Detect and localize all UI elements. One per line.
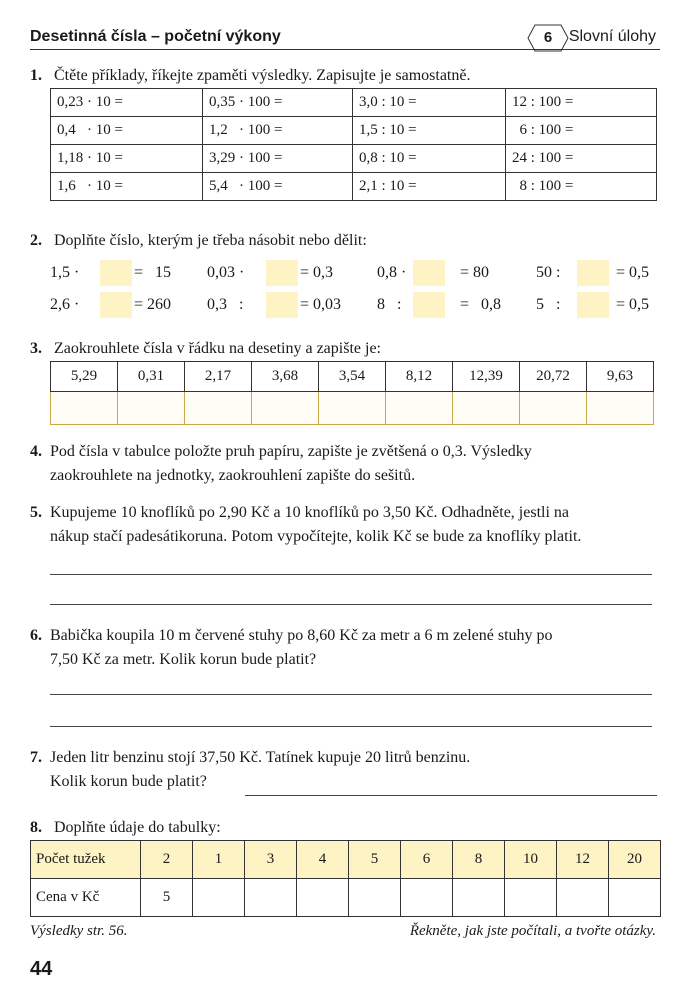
- equation-cell[interactable]: 5,4 · 100 =: [203, 173, 353, 201]
- task-8-table: [30, 840, 661, 917]
- equation-cell[interactable]: 1,18 · 10 =: [51, 145, 203, 173]
- answer-cell[interactable]: [520, 392, 587, 425]
- result-text: = 260: [134, 296, 172, 313]
- pencil-count-cell: 12: [557, 841, 609, 879]
- price-cell[interactable]: [349, 879, 401, 917]
- task-text-line-1: Kupujeme 10 knoflíků po 2,90 Kč a 10 knoflíků po 3,50 Kč. Odhadněte, jestli na: [50, 504, 570, 521]
- task-number: 6.: [30, 627, 42, 644]
- task-1-heading: [30, 64, 470, 88]
- pencil-count-cell: 2: [141, 841, 193, 879]
- answer-cell[interactable]: [319, 392, 386, 425]
- answer-line[interactable]: [50, 574, 652, 575]
- price-cell[interactable]: [245, 879, 297, 917]
- task-5: [30, 501, 581, 549]
- number-cell: 2,17: [185, 362, 252, 392]
- task-text: Zaokrouhlete čísla v řádku na desetiny a zapište je:: [54, 340, 381, 357]
- header-divider: [30, 49, 660, 50]
- equation-cell[interactable]: 1,6 · 10 =: [51, 173, 203, 201]
- price-cell[interactable]: [505, 879, 557, 917]
- answer-cell[interactable]: [386, 392, 453, 425]
- result-text: = 0,5: [616, 296, 650, 313]
- task-number: 7.: [30, 749, 42, 766]
- equation-cell[interactable]: 0,35 · 100 =: [203, 89, 353, 117]
- task-2-row-2: [50, 292, 660, 318]
- section-title: Slovní úlohy: [568, 28, 656, 45]
- task-text-line-1: Babička koupila 10 m červené stuhy po 8,60 Kč za metr a 6 m zelené stuhy po: [50, 627, 553, 644]
- footer-instruction: Řekněte, jak jste počítali, a tvořte otázky.: [409, 923, 656, 939]
- price-cell[interactable]: [193, 879, 245, 917]
- task-text-line-2: nákup stačí padesátikoruna. Potom vypočítejte, kolik Kč se bude za knoflíky platit.: [50, 528, 582, 545]
- equation-cell[interactable]: 0,4 · 10 =: [51, 117, 203, 145]
- task-number: 2.: [30, 232, 42, 249]
- number-cell: 3,54: [319, 362, 386, 392]
- answer-box[interactable]: [266, 292, 298, 318]
- answer-cell[interactable]: [51, 392, 118, 425]
- task-1-table: [50, 88, 657, 201]
- task-3-table: [50, 361, 654, 425]
- answer-cell[interactable]: [587, 392, 654, 425]
- result-text: = 0,3: [300, 264, 334, 281]
- answer-line[interactable]: [50, 726, 652, 727]
- task-text-line-2: Kolik korun bude platit?: [50, 773, 207, 790]
- task-text-line-1: Jeden litr benzinu stojí 37,50 Kč. Tatínek kupuje 20 litrů benzinu.: [50, 749, 471, 766]
- chapter-number: 6: [543, 29, 553, 46]
- task-text: Doplňte údaje do tabulky:: [54, 819, 221, 836]
- number-cell: 12,39: [453, 362, 520, 392]
- row-label: Počet tužek: [31, 841, 141, 879]
- answer-cell[interactable]: [118, 392, 185, 425]
- task-text-line-1: Pod čísla v tabulce položte pruh papíru, zapište je zvětšená o 0,3. Výsledky: [50, 443, 532, 460]
- pencil-count-cell: 4: [297, 841, 349, 879]
- task-8-heading: [30, 816, 221, 840]
- task-text-line-2: zaokrouhlete na jednotky, zaokrouhlení zapište do sešitů.: [50, 467, 416, 484]
- number-cell: 5,29: [51, 362, 118, 392]
- operand-text: 50 :: [536, 264, 561, 281]
- chapter-title: Desetinná čísla – početní výkony: [30, 28, 281, 45]
- number-cell: 20,72: [520, 362, 587, 392]
- price-cell[interactable]: [453, 879, 505, 917]
- answer-box[interactable]: [100, 260, 132, 286]
- price-cell[interactable]: [609, 879, 661, 917]
- answer-box[interactable]: [413, 292, 445, 318]
- answer-line[interactable]: [50, 604, 652, 605]
- result-text: = 0,03: [300, 296, 342, 313]
- operand-text: 0,03 ·: [207, 264, 245, 281]
- answer-box[interactable]: [413, 260, 445, 286]
- task-4: [30, 440, 532, 488]
- equation-cell[interactable]: 3,0 : 10 =: [353, 89, 506, 117]
- equation-cell[interactable]: 1,5 : 10 =: [353, 117, 506, 145]
- task-text: Doplňte číslo, kterým je třeba násobit nebo dělit:: [54, 232, 367, 249]
- task-7: [30, 746, 470, 794]
- table-row: [51, 173, 657, 201]
- table-row: [51, 89, 657, 117]
- task-text-line-2: 7,50 Kč za metr. Kolik korun bude platit?: [50, 651, 317, 668]
- row-label: Cena v Kč: [31, 879, 141, 917]
- pencil-count-cell: 10: [505, 841, 557, 879]
- price-cell[interactable]: [401, 879, 453, 917]
- task-text: Čtěte příklady, říkejte zpaměti výsledky. Zapisujte je samostatně.: [54, 67, 471, 84]
- task-6: [30, 624, 553, 672]
- task-number: 8.: [30, 819, 42, 836]
- pencil-count-cell: 1: [193, 841, 245, 879]
- task-number: 4.: [30, 443, 42, 460]
- answer-box[interactable]: [266, 260, 298, 286]
- page-number: 44: [30, 958, 53, 980]
- answer-box[interactable]: [577, 292, 609, 318]
- answer-cell[interactable]: [185, 392, 252, 425]
- answer-cell[interactable]: [252, 392, 319, 425]
- operand-text: 0,8 ·: [377, 264, 407, 281]
- equation-cell[interactable]: 0,8 : 10 =: [353, 145, 506, 173]
- task-2-row-1: [50, 260, 660, 286]
- equation-cell[interactable]: 24 : 100 =: [506, 145, 657, 173]
- equation-cell[interactable]: 6 : 100 =: [506, 117, 657, 145]
- answer-box[interactable]: [577, 260, 609, 286]
- equation-cell[interactable]: 3,29 · 100 =: [203, 145, 353, 173]
- results-reference: Výsledky str. 56.: [30, 923, 128, 939]
- task-number: 3.: [30, 340, 42, 357]
- operand-text: 1,5 ·: [50, 264, 80, 281]
- page-header: [30, 28, 660, 54]
- number-cell: 0,31: [118, 362, 185, 392]
- operand-text: 8 :: [377, 296, 402, 313]
- task-2-heading: [30, 229, 367, 253]
- result-text: = 15: [134, 264, 172, 281]
- result-text: = 0,8: [460, 296, 502, 313]
- result-text: = 0,5: [616, 264, 650, 281]
- number-cell: 3,68: [252, 362, 319, 392]
- equation-cell[interactable]: 0,23 · 10 =: [51, 89, 203, 117]
- operand-text: 2,6 ·: [50, 296, 80, 313]
- equation-cell[interactable]: 1,2 · 100 =: [203, 117, 353, 145]
- operand-text: 5 :: [536, 296, 561, 313]
- number-cell: 8,12: [386, 362, 453, 392]
- pencil-count-cell: 6: [401, 841, 453, 879]
- answer-cell[interactable]: [453, 392, 520, 425]
- pencil-count-cell: 3: [245, 841, 297, 879]
- answer-line[interactable]: [245, 795, 657, 796]
- operand-text: 0,3 :: [207, 296, 244, 313]
- table-row: [51, 145, 657, 173]
- equation-cell[interactable]: 12 : 100 =: [506, 89, 657, 117]
- task-3-heading: [30, 337, 381, 361]
- task-number: 5.: [30, 504, 42, 521]
- price-cell[interactable]: [297, 879, 349, 917]
- answer-line[interactable]: [50, 694, 652, 695]
- price-cell[interactable]: [557, 879, 609, 917]
- answer-box[interactable]: [100, 292, 132, 318]
- pencil-count-cell: 8: [453, 841, 505, 879]
- hexagon-badge-icon: [527, 24, 569, 52]
- price-cell[interactable]: 5: [141, 879, 193, 917]
- task-number: 1.: [30, 67, 42, 84]
- result-text: = 80: [460, 264, 490, 281]
- equation-cell[interactable]: 8 : 100 =: [506, 173, 657, 201]
- equation-cell[interactable]: 2,1 : 10 =: [353, 173, 506, 201]
- pencil-count-cell: 20: [609, 841, 661, 879]
- number-cell: 9,63: [587, 362, 654, 392]
- pencil-count-cell: 5: [349, 841, 401, 879]
- table-row: [51, 117, 657, 145]
